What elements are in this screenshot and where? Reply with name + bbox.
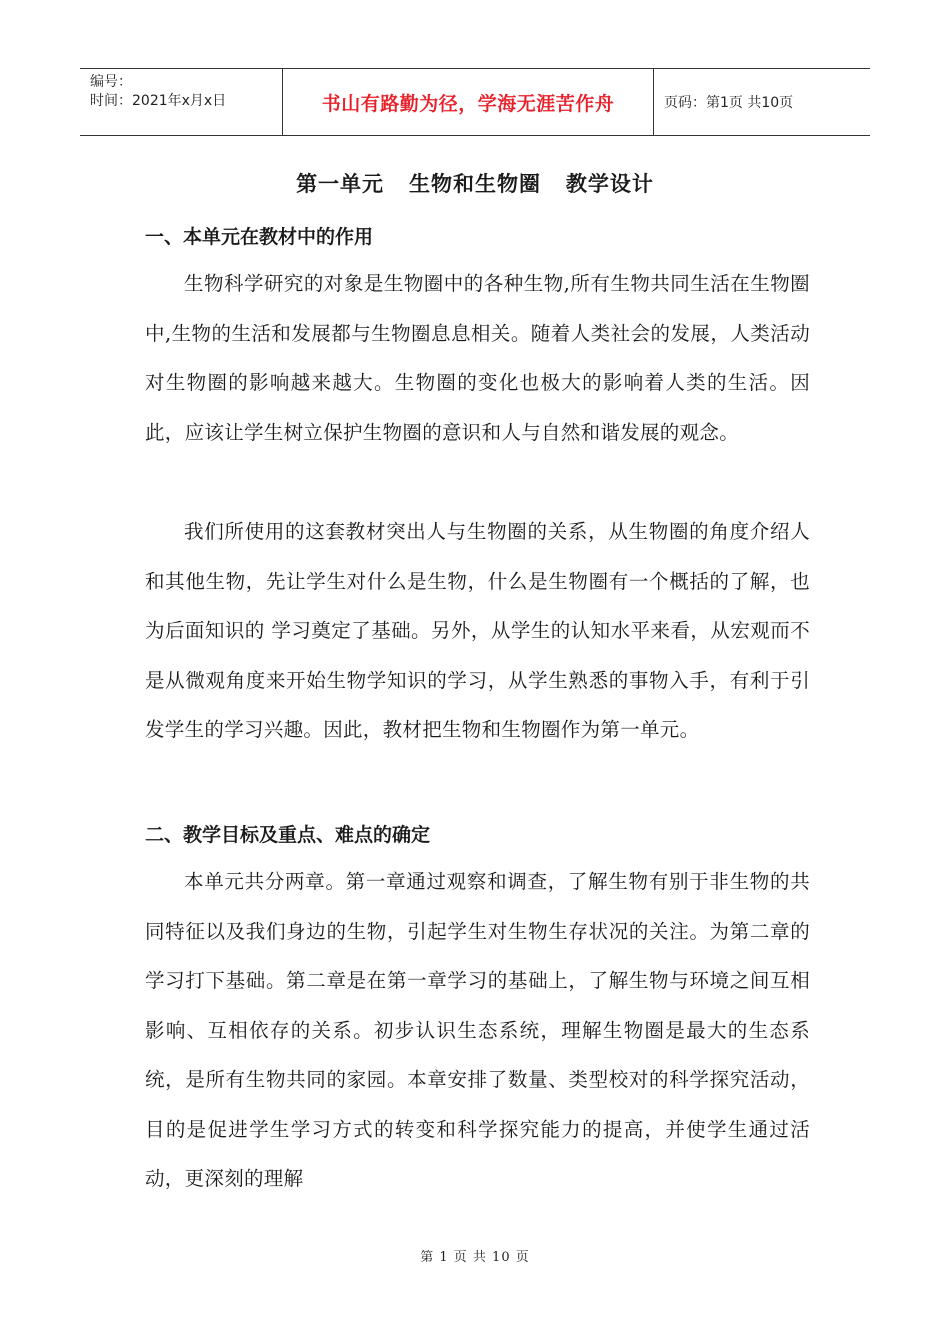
page-title: 第一单元 生物和生物圈 教学设计	[296, 172, 654, 196]
header-motto-cell	[282, 69, 654, 135]
header-table	[80, 68, 870, 136]
paragraph: 生物科学研究的对象是生物圈中的各种生物,所有生物共同生活在生物圈中,生物的生活和发展都与生物圈息息相关。随着人类社会的发展，人类活动对生物圈的影响越来越大。生物圈的变化也极大的影响着人类的生活。因此，应该让学生树立保护生物圈的意识和人与自然和谐发展的观念。	[145, 272, 810, 444]
time-label: 时间：2021年x月x日	[90, 93, 227, 109]
paragraph: 我们所使用的这套教材突出人与生物圈的关系，从生物圈的角度介绍人和其他生物，先让学生对什么是生物，什么是生物圈有一个概括的了解，也为后面知识的 学习奠定了基础。另外，从学生的认知水平来看，从宏观而不是从微观角度来开始生物学知识的学习，从学生熟悉的事物入手，有利于引发学生的学习兴趣。因此，教材把生物和生物圈作为第一单元。	[145, 520, 810, 741]
code-label: 编号：	[90, 74, 132, 90]
header-meta-cell	[80, 69, 282, 135]
page-info: 页码：第1页 共10页	[664, 95, 794, 111]
page-footer: 第 1 页 共 10 页	[420, 1250, 530, 1265]
section-heading: 二、教学目标及重点、难点的确定	[145, 824, 431, 846]
header-page-cell	[654, 69, 870, 135]
section-heading: 一、本单元在教材中的作用	[145, 226, 374, 248]
motto-text: 书山有路勤为径，学海无涯苦作舟	[321, 92, 615, 115]
paragraph: 本单元共分两章。第一章通过观察和调查，了解生物有别于非生物的共同特征以及我们身边的生物，引起学生对生物生存状况的关注。为第二章的学习打下基础。第二章是在第一章学习的基础上，了解生物与环境之间互相影响、互相依存的关系。初步认识生态系统，理解生物圈是最大的生态系统，是所有生物共同的家园。本章安排了数量、类型校对的科学探究活动，目的是促进学生学习方式的转变和科学探究能力的提高，并使学生通过活动，更深刻的理解	[145, 870, 810, 1190]
